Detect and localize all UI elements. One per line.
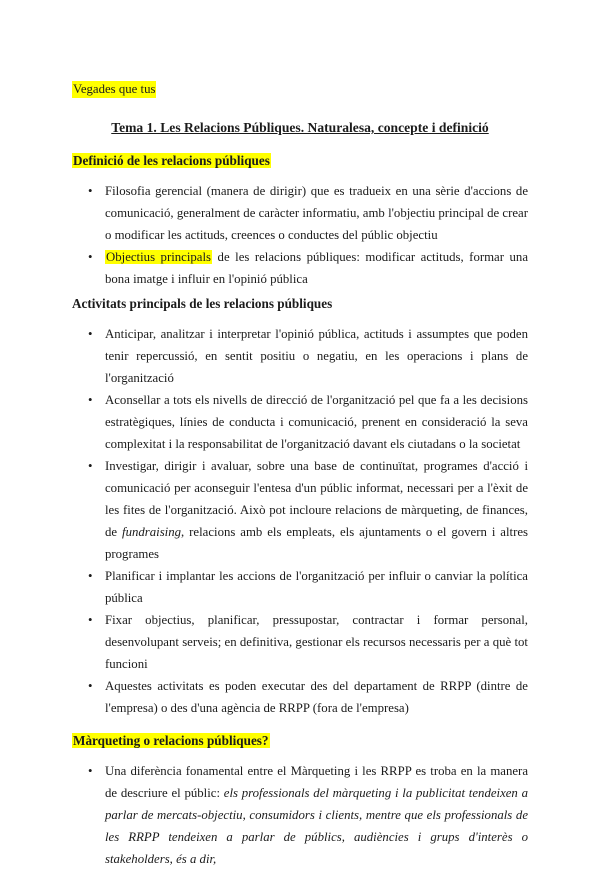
bullet-item [88,180,528,246]
bullet-marker-icon: • [88,613,93,627]
bullet-list-definicio [72,180,528,290]
bullet-marker-icon: • [88,327,93,341]
bullet-item [88,246,528,290]
bullet-list-marqueting [72,760,528,870]
bullet-text: Investigar, dirigir i avaluar, sobre una base de continuïtat, programes d'acció i comunicació per aconseguir l'entesa d'un públic informat, necessari per a l'èxit de les fites de l'organització. Això pot incloure relacions de màrqueting, de finances, de fundraising, relacions amb els empleats, els ajuntaments o el govern i altres programes [105,459,529,561]
bullet-item [88,389,528,455]
bullet-text: Planificar i implantar les accions de l'organització per influir o canviar la política pública [105,569,528,605]
italic-term: fundraising [122,525,182,539]
bullet-marker-icon: • [88,459,93,473]
bullet-marker-icon: • [88,184,93,198]
bullet-text: Filosofia gerencial (manera de dirigir) que es tradueix en una sèrie d'accions de comunicació, generalment de caràcter informatiu, amb l'objectiu principal de crear o modificar les actituds, creences o conductes del públic objectiu [105,184,528,242]
bullet-item [88,675,528,719]
bullet-item [88,455,528,565]
section-heading-activitats: Activitats principals de les relacions públiques [72,296,333,311]
bullet-text: Aquestes activitats es poden executar des del departament de RRPP (dintre de l'empresa) o des d'una agència de RRPP (fora de l'empresa) [105,679,528,715]
bullet-list-activitats [72,323,528,719]
bullet-text: Fixar objectius, planificar, pressupostar, contractar i formar personal, desenvolupant serveis; en definitiva, gestionar els recursos necessaris per a què tot funcioni [105,613,528,671]
bullet-text: Aconsellar a tots els nivells de direcció de l'organització pel que fa a les decisions estratègiques, línies de conducta i comunicació, prenent en consideració la seva complexitat i la responsabilitat de l'organització davant els ciutadans o la societat [105,393,528,451]
bullet-item [88,609,528,675]
bullet-marker-icon: • [88,569,93,583]
bullet-item [88,565,528,609]
bullet-text: Anticipar, analitzar i interpretar l'opinió pública, actituds i assumptes que poden tenir repercussió, en sentit positiu o negatiu, en les operacions i plans de l'organització [105,327,528,385]
bullet-marker-icon: • [88,679,93,693]
bullet-marker-icon: • [88,250,93,264]
section-heading-definicio: Definició de les relacions públiques [73,153,270,168]
bullet-marker-icon: • [88,393,93,407]
highlighted-phrase: Objectius principals [106,250,212,264]
top-note-highlight: Vegades que tus [73,82,156,96]
document-title: Tema 1. Les Relacions Públiques. Naturalesa, concepte i definició [111,120,489,135]
bullet-marker-icon: • [88,764,93,778]
bullet-item [88,323,528,389]
bullet-text: Una diferència fonamental entre el Màrqueting i les RRPP es troba en la manera de descriure el públic: els professionals del màrqueting i la publicitat tendeixen a parlar de mercats-objectiu, consumidors i clients, mentre que els professionals de les RRPP tendeixen a parlar de públics, audiències i grups d'interès o stakeholders, és a dir, [105,764,528,866]
bullet-item [88,760,528,870]
italic-passage: els professionals del màrqueting i la publicitat tendeixen a parlar de mercats-objectiu, consumidors i clients, mentre que els professionals de les RRPP tendeixen a parlar de públics, audiències i grups d'interès o stakeholders, és a dir, [105,786,528,866]
section-heading-marqueting: Màrqueting o relacions públiques? [73,733,269,748]
top-note [72,78,528,100]
bullet-text: Objectius principals de les relacions públiques: modificar actituds, formar una bona imatge i influir en l'opinió pública [105,250,528,286]
